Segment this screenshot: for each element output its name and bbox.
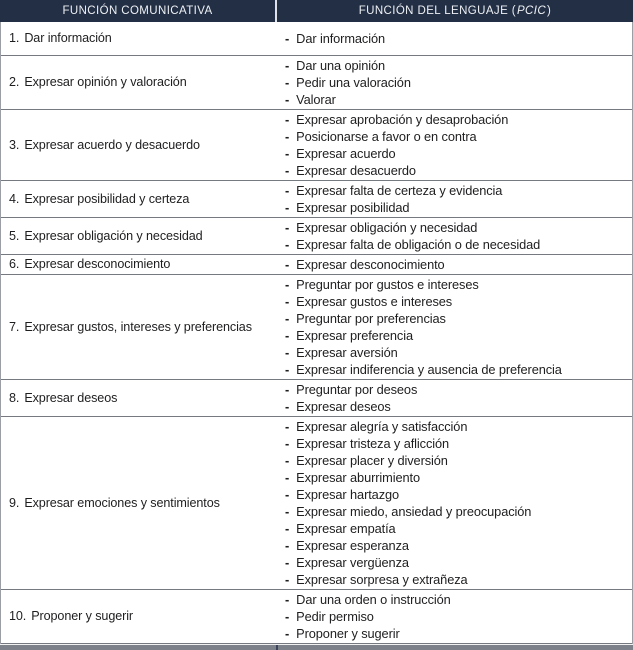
item-bullet: - [285, 163, 290, 178]
item-label: Expresar desconocimiento [296, 257, 445, 272]
list-item [285, 503, 632, 520]
table-header [0, 0, 633, 22]
item-bullet: - [285, 129, 290, 144]
item-bullet: - [285, 382, 290, 397]
item-label: Pedir una valoración [296, 75, 411, 90]
item-label: Expresar indiferencia y ausencia de preferencia [296, 362, 562, 377]
list-item [285, 520, 632, 537]
item-label: Expresar vergüenza [296, 555, 409, 570]
list-item [285, 199, 632, 216]
row-number: 5. [9, 228, 20, 243]
list-item [285, 344, 632, 361]
row-number: 3. [9, 137, 20, 152]
list-item [285, 256, 632, 273]
row-function-label: Expresar opinión y valoración [24, 75, 187, 89]
row-function-label: Expresar obligación y necesidad [24, 228, 203, 243]
communicative-function-cell [1, 23, 277, 54]
item-label: Preguntar por gustos e intereses [296, 277, 479, 292]
item-label: Preguntar por deseos [296, 382, 418, 397]
list-item [285, 625, 632, 642]
communicative-function-cell [1, 182, 277, 216]
list-item [285, 571, 632, 588]
column-header-label-italic: PCIC [516, 5, 547, 17]
language-functions-cell [277, 256, 632, 273]
table-row [1, 218, 632, 255]
list-item [285, 361, 632, 378]
list-item [285, 608, 632, 625]
bottom-bar-divider [276, 645, 278, 650]
item-bullet: - [285, 555, 290, 570]
row-function-label: Proponer y sugerir [31, 609, 134, 623]
item-bullet: - [285, 504, 290, 519]
list-item [285, 452, 632, 469]
row-number: 2. [9, 75, 20, 89]
item-label: Dar información [296, 31, 385, 46]
table-body [0, 22, 633, 644]
item-label: Expresar gustos e intereses [296, 294, 453, 309]
item-bullet: - [285, 419, 290, 434]
list-item [285, 111, 632, 128]
item-label: Proponer y sugerir [296, 626, 400, 641]
item-bullet: - [285, 257, 290, 272]
column-header-label: FUNCIÓN COMUNICATIVA [62, 5, 213, 17]
communicative-function-cell [1, 591, 277, 642]
list-item [285, 236, 632, 253]
table-row [1, 275, 632, 380]
item-label: Expresar placer y diversión [296, 453, 448, 468]
column-header-label: ) [547, 5, 552, 17]
item-bullet: - [285, 362, 290, 377]
column-header-label: FUNCIÓN DEL LENGUAJE ( [358, 5, 516, 17]
item-label: Expresar acuerdo [296, 146, 396, 161]
communicative-function-cell [1, 219, 277, 253]
list-item [285, 128, 632, 145]
row-function-label: Expresar deseos [24, 390, 118, 405]
language-functions-cell [277, 182, 632, 216]
communicative-function-cell [1, 418, 277, 588]
list-item [285, 537, 632, 554]
row-function-label: Expresar emociones y sentimientos [24, 495, 220, 510]
list-item [285, 30, 632, 47]
row-function-label: Expresar posibilidad y certeza [24, 191, 190, 206]
list-item [285, 435, 632, 452]
list-item [285, 398, 632, 415]
communicative-function-cell [1, 57, 277, 108]
item-label: Expresar falta de obligación o de necesidad [296, 237, 541, 252]
list-item [285, 276, 632, 293]
row-function-label: Expresar desconocimiento [24, 257, 171, 271]
language-functions-cell [277, 418, 632, 588]
language-functions-cell [277, 591, 632, 642]
item-label: Pedir permiso [296, 609, 374, 624]
list-item [285, 182, 632, 199]
item-bullet: - [285, 237, 290, 252]
language-functions-cell [277, 276, 632, 378]
item-bullet: - [285, 92, 290, 107]
item-bullet: - [285, 277, 290, 292]
communicative-function-cell [1, 381, 277, 415]
language-functions-cell [277, 23, 632, 54]
list-item [285, 219, 632, 236]
item-bullet: - [285, 470, 290, 485]
language-functions-cell [277, 57, 632, 108]
item-bullet: - [285, 328, 290, 343]
item-bullet: - [285, 436, 290, 451]
list-item [285, 310, 632, 327]
item-bullet: - [285, 453, 290, 468]
communicative-function-cell [1, 256, 277, 273]
table-row [1, 110, 632, 181]
item-bullet: - [285, 521, 290, 536]
table-row [1, 417, 632, 590]
row-number: 6. [9, 257, 20, 271]
list-item [285, 486, 632, 503]
item-label: Posicionarse a favor o en contra [296, 129, 477, 144]
column-header-funcion-del-lenguaje [277, 0, 633, 22]
table-row [1, 590, 632, 644]
row-number: 1. [9, 31, 20, 45]
list-item [285, 293, 632, 310]
item-bullet: - [285, 75, 290, 90]
item-label: Preguntar por preferencias [296, 311, 446, 326]
row-number: 7. [9, 319, 20, 334]
item-bullet: - [285, 572, 290, 587]
list-item [285, 57, 632, 74]
item-bullet: - [285, 626, 290, 641]
row-number: 10. [9, 609, 27, 623]
language-functions-cell [277, 381, 632, 415]
item-bullet: - [285, 399, 290, 414]
table-row [1, 22, 632, 56]
item-label: Dar una orden o instrucción [296, 592, 451, 607]
list-item [285, 591, 632, 608]
item-bullet: - [285, 487, 290, 502]
item-label: Expresar empatía [296, 521, 396, 536]
table-row [1, 255, 632, 275]
table-row [1, 380, 632, 417]
row-number: 8. [9, 390, 20, 405]
table-row [1, 56, 632, 110]
item-label: Expresar aburrimiento [296, 470, 420, 485]
item-label: Expresar posibilidad [296, 200, 410, 215]
item-label: Valorar [296, 92, 336, 107]
item-bullet: - [285, 311, 290, 326]
item-label: Expresar aprobación y desaprobación [296, 112, 509, 127]
item-bullet: - [285, 538, 290, 553]
list-item [285, 91, 632, 108]
item-label: Expresar alegría y satisfacción [296, 419, 468, 434]
item-label: Expresar tristeza y aflicción [296, 436, 450, 451]
item-label: Expresar aversión [296, 345, 398, 360]
item-bullet: - [285, 112, 290, 127]
table-row [1, 181, 632, 218]
list-item [285, 74, 632, 91]
item-label: Expresar preferencia [296, 328, 413, 343]
row-number: 4. [9, 191, 20, 206]
item-bullet: - [285, 200, 290, 215]
list-item [285, 145, 632, 162]
item-label: Expresar esperanza [296, 538, 409, 553]
item-bullet: - [285, 294, 290, 309]
row-function-label: Expresar gustos, intereses y preferencias [24, 319, 252, 334]
item-bullet: - [285, 345, 290, 360]
row-number: 9. [9, 495, 20, 510]
item-bullet: - [285, 146, 290, 161]
item-label: Expresar deseos [296, 399, 391, 414]
row-function-label: Expresar acuerdo y desacuerdo [24, 137, 200, 152]
item-bullet: - [285, 58, 290, 73]
row-function-label: Dar información [24, 31, 112, 45]
column-header-funcion-comunicativa [0, 0, 277, 22]
item-label: Expresar hartazgo [296, 487, 400, 502]
language-functions-cell [277, 219, 632, 253]
list-item [285, 327, 632, 344]
item-bullet: - [285, 31, 290, 46]
language-functions-cell [277, 111, 632, 179]
item-bullet: - [285, 609, 290, 624]
list-item [285, 381, 632, 398]
item-bullet: - [285, 183, 290, 198]
communicative-function-cell [1, 276, 277, 378]
list-item [285, 554, 632, 571]
item-label: Expresar sorpresa y extrañeza [296, 572, 468, 587]
item-label: Expresar falta de certeza y evidencia [296, 183, 503, 198]
list-item [285, 418, 632, 435]
item-bullet: - [285, 220, 290, 235]
communicative-function-cell [1, 111, 277, 179]
list-item [285, 469, 632, 486]
item-label: Dar una opinión [296, 58, 386, 73]
item-label: Expresar obligación y necesidad [296, 220, 478, 235]
item-bullet: - [285, 592, 290, 607]
list-item [285, 162, 632, 179]
item-label: Expresar miedo, ansiedad y preocupación [296, 504, 532, 519]
item-label: Expresar desacuerdo [296, 163, 416, 178]
bottom-bar [0, 644, 633, 650]
